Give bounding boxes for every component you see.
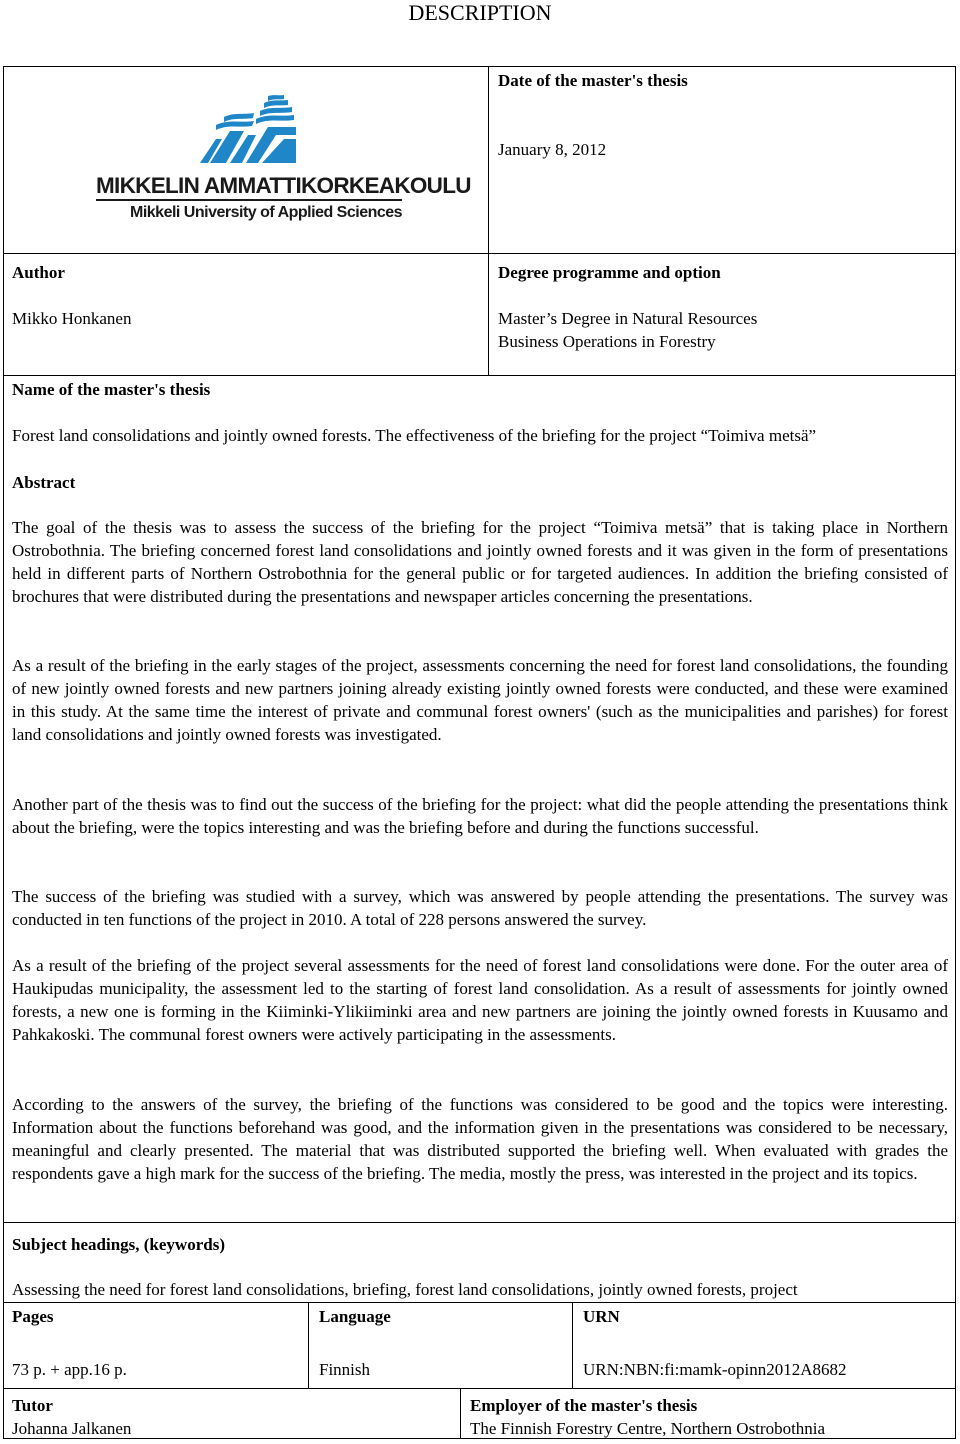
abstract-paragraph-5: As a result of the briefing of the project several assessments for the need of forest land consolidations were done. For the outer area of Haukipudas municipality, the assessment led to the starting of forest land consolidation. As a result of assessments for jointly owned forests, a new one is forming in the Kiiminki-Ylikiiminki area and new partners are joining the jointly owned forests in Kuusamo and Pahkakoski. The communal forest owners were actively participating in the assessments.: [12, 956, 948, 1044]
keywords-value: Assessing the need for forest land consolidations, briefing, forest land consolidations, jointly owned forests, project: [12, 1280, 798, 1299]
language-label: Language: [319, 1307, 391, 1326]
date-label: Date of the master's thesis: [498, 71, 688, 90]
abstract-label: Abstract: [12, 473, 76, 492]
language-divider: [572, 1302, 573, 1388]
abstract-bottom-divider: [3, 1222, 956, 1223]
urn-label: URN: [583, 1307, 620, 1326]
logo-name: MIKKELIN AMMATTIKORKEAKOULU: [96, 173, 471, 198]
logo-row-divider: [3, 253, 956, 254]
degree-line-1: Master’s Degree in Natural Resources: [498, 309, 758, 328]
degree-label: Degree programme and option: [498, 263, 721, 282]
degree-line-2: Business Operations in Forestry: [498, 332, 716, 351]
author-row-divider: [3, 375, 956, 376]
university-logo: [96, 95, 471, 230]
pages-value: 73 p. + app.16 p.: [12, 1360, 127, 1379]
header-divider: [488, 66, 489, 376]
keywords-bottom-divider: [3, 1302, 956, 1303]
abstract-paragraph-4: The success of the briefing was studied with a survey, which was answered by people attending the presentations. The survey was conducted in ten functions of the project in 2010. A total of 228 persons answered the survey.: [12, 887, 948, 929]
urn-value: URN:NBN:fi:mamk-opinn2012A8682: [583, 1360, 847, 1379]
pages-label: Pages: [12, 1307, 54, 1326]
keywords-label: Subject headings, (keywords): [12, 1235, 225, 1254]
language-value: Finnish: [319, 1360, 371, 1379]
employer-value: The Finnish Forestry Centre, Northern Ostrobothnia: [470, 1419, 826, 1438]
abstract-paragraph-2: As a result of the briefing in the early stages of the project, assessments concerning the need for forest land consolidations, the founding of new jointly owned forests and new partners joining already existing jointly owned forests were conducted, and these were examined in this study. At the same time the interest of private and communal forest owners' (such as the municipalities and parishes) for forest land consolidations and jointly owned forests was investigated.: [12, 656, 948, 744]
author-label: Author: [12, 263, 65, 282]
logo-rule: [96, 199, 402, 201]
pages-divider: [308, 1302, 309, 1388]
tutor-value: Johanna Jalkanen: [12, 1419, 132, 1438]
thesis-name-label: Name of the master's thesis: [12, 380, 211, 399]
thesis-name-value: Forest land consolidations and jointly owned forests. The effectiveness of the briefing for the project “Toimiva metsä”: [12, 426, 817, 445]
tutor-label: Tutor: [12, 1396, 53, 1415]
abstract-paragraph-3: Another part of the thesis was to find out the success of the briefing for the project: what did the people attending the presentations think about the briefing, were the topics interesting and was the briefing before and during the functions successful.: [12, 795, 948, 837]
tutor-divider: [460, 1388, 461, 1439]
author-value: Mikko Honkanen: [12, 309, 132, 328]
employer-label: Employer of the master's thesis: [470, 1396, 698, 1415]
abstract-paragraph-6: According to the answers of the survey, the briefing of the functions was considered to be good and the topics were interesting. Information about the functions beforehand was good, and the information given in the presentations was considered to be necessary, meaningful and clearly presented. The material that was distributed supported the briefing well. When evaluated with grades the respondents gave a high mark for the success of the briefing. The media, mostly the press, was interested in the project and its topics.: [12, 1095, 948, 1183]
info-row-divider: [3, 1388, 956, 1389]
abstract-paragraph-1: The goal of the thesis was to assess the success of the briefing for the project “Toimiva metsä” that is taking place in Northern Ostrobothnia. The briefing concerned forest land consolidations and jointly owned forests and it was given in the form of presentations held in different parts of Northern Ostrobothnia for the general public or for targeted audiences. In addition the briefing consisted of brochures that were distributed during the presentations and newspaper articles concerning the presentations.: [12, 518, 948, 606]
mamk-logo-icon: [96, 95, 402, 175]
logo-subtitle: Mikkeli University of Applied Sciences: [130, 204, 403, 221]
page-title: DESCRIPTION: [408, 0, 552, 25]
date-value: January 8, 2012: [498, 140, 607, 159]
